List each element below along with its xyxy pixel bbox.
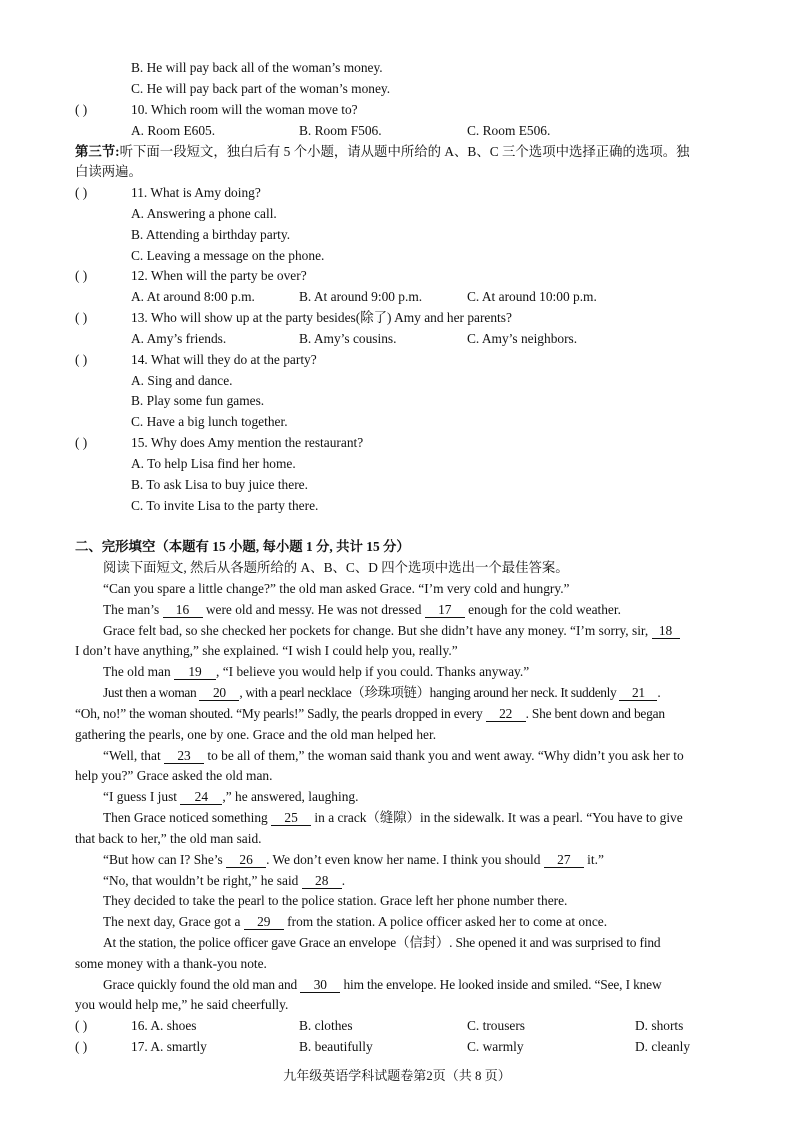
q16-option-d: D. shorts (635, 1018, 684, 1033)
cloze-para-6 (103, 748, 684, 764)
text: to be all of them,” the woman said thank you and went away. “Why didn’t you ask her to (204, 748, 684, 763)
q17-answer-paren[interactable]: ( ) (75, 1039, 88, 1054)
q16-option-a: 16. A. shoes (131, 1018, 197, 1033)
text: from the station. A police officer asked her to come at once. (283, 914, 608, 929)
q10-option-b: B. Room F506. (299, 123, 382, 138)
text: The old man (103, 664, 175, 679)
text: “But how can I? She’s (103, 852, 227, 867)
q17-option-b: B. beautifully (299, 1039, 373, 1054)
q14-stem: 14. What will they do at the party? (131, 352, 317, 367)
cloze-para-8-cont: that back to her,” the old man said. (75, 831, 262, 846)
text: “No, that wouldn’t be right,” he said (103, 873, 302, 888)
q13-stem: 13. Who will show up at the party besides(除了) Amy and her parents? (131, 310, 512, 325)
text: Then Grace noticed something (103, 810, 272, 825)
blank-19[interactable]: 19 (174, 665, 216, 680)
cloze-para-10 (103, 873, 345, 889)
q16-option-c: C. trousers (467, 1018, 526, 1033)
blank-25[interactable]: 25 (271, 811, 311, 826)
cloze-para-1: “Can you spare a little change?” the old man asked Grace. “I’m very cold and hungry.” (103, 581, 570, 596)
text: Just then a woman (103, 685, 200, 700)
blank-21[interactable]: 21 (619, 686, 657, 701)
blank-26[interactable]: 26 (226, 853, 266, 868)
q10-option-c: C. Room E506. (467, 123, 551, 138)
cloze-para-5 (103, 685, 660, 701)
cloze-para-5-line2 (75, 706, 665, 722)
text: ,” he answered, laughing. (222, 789, 359, 804)
cloze-para-2 (103, 602, 621, 618)
cloze-para-14-cont: you would help me,” he said cheerfully. (75, 997, 289, 1012)
q11-option-c: C. Leaving a message on the phone. (131, 248, 325, 263)
q14-option-c: C. Have a big lunch together. (131, 414, 288, 429)
q15-option-c: C. To invite Lisa to the party there. (131, 498, 319, 513)
text: in a crack（缝隙）in the sidewalk. It was a pearl. “You have to give (311, 810, 683, 825)
cloze-para-13: At the station, the police officer gave Grace an envelope（信封）. She opened it and was surprised to find (103, 935, 661, 950)
blank-17[interactable]: 17 (425, 603, 465, 618)
q14-answer-paren[interactable]: ( ) (75, 352, 88, 367)
q14-option-b: B. Play some fun games. (131, 393, 265, 408)
text: . She bent down and began (525, 706, 665, 721)
blank-18[interactable]: 18 (652, 624, 680, 639)
part2-heading: 二、完形填空（本题有 15 小题, 每小题 1 分, 共计 15 分） (75, 539, 410, 554)
cloze-para-14 (103, 977, 661, 993)
q10-answer-paren[interactable]: ( ) (75, 102, 88, 117)
text: enough for the cold weather. (464, 602, 621, 617)
q16-option-b: B. clothes (299, 1018, 353, 1033)
text: , with a pearl necklace（珍珠项链）hanging around her neck. It suddenly (239, 685, 620, 700)
text: The next day, Grace got a (103, 914, 244, 929)
blank-28[interactable]: 28 (302, 874, 342, 889)
q10-stem: 10. Which room will the woman move to? (131, 102, 358, 117)
cloze-para-9 (103, 852, 604, 868)
q9-option-b: B. He will pay back all of the woman’s money. (131, 60, 383, 75)
section3-instruction-text: 听下面一段短文，独白后有 5 个小题，请从题中所给的 A、B、C 三个选项中选择正确的选项。独 (119, 144, 690, 159)
part2-instruction: 阅读下面短文, 然后从各题所给的 A、B、C、D 四个选项中选出一个最佳答案。 (103, 560, 569, 575)
cloze-para-5-line3: gathering the pearls, one by one. Grace and the old man helped her. (75, 727, 437, 742)
text: . (341, 873, 346, 888)
q12-answer-paren[interactable]: ( ) (75, 268, 88, 283)
text: The man’s (103, 602, 163, 617)
blank-20[interactable]: 20 (199, 686, 239, 701)
q11-option-a: A. Answering a phone call. (131, 206, 277, 221)
q15-stem: 15. Why does Amy mention the restaurant? (131, 435, 364, 450)
q13-answer-paren[interactable]: ( ) (75, 310, 88, 325)
q15-option-b: B. To ask Lisa to buy juice there. (131, 477, 308, 492)
section3-instruction-cont: 白读两遍。 (75, 164, 142, 179)
cloze-para-6-cont: help you?” Grace asked the old man. (75, 768, 273, 783)
page-footer: 九年级英语学科试题卷第2页（共 8 页） (283, 1068, 511, 1083)
q12-option-b: B. At around 9:00 p.m. (299, 289, 423, 304)
text: , “I believe you would help if you could. Thanks anyway.” (216, 664, 530, 679)
text: . (657, 685, 661, 700)
q17-option-c: C. warmly (467, 1039, 524, 1054)
q12-option-c: C. At around 10:00 p.m. (467, 289, 597, 304)
text: . We don’t even know her name. I think you should (266, 852, 544, 867)
cloze-para-3 (103, 623, 680, 639)
cloze-para-12 (103, 914, 607, 930)
text: it.” (583, 852, 604, 867)
q13-option-a: A. Amy’s friends. (131, 331, 227, 346)
text: “Oh, no!” the woman shouted. “My pearls!” Sadly, the pearls dropped in every (75, 706, 486, 721)
text: were old and messy. He was not dressed (202, 602, 425, 617)
blank-23[interactable]: 23 (164, 749, 204, 764)
q12-option-a: A. At around 8:00 p.m. (131, 289, 255, 304)
text: “I guess I just (103, 789, 181, 804)
cloze-para-3-cont: I don’t have anything,” she explained. “I wish I could help you, really.” (75, 643, 458, 658)
q11-stem: 11. What is Amy doing? (131, 185, 261, 200)
q13-option-b: B. Amy’s cousins. (299, 331, 397, 346)
cloze-para-4 (103, 664, 529, 680)
q11-option-b: B. Attending a birthday party. (131, 227, 291, 242)
q11-answer-paren[interactable]: ( ) (75, 185, 88, 200)
text: “Well, that (103, 748, 165, 763)
blank-24[interactable]: 24 (180, 790, 222, 805)
section3-instruction (75, 144, 690, 160)
cloze-para-11: They decided to take the pearl to the police station. Grace left her phone number there. (103, 893, 568, 908)
text: him the envelope. He looked inside and smiled. “See, I knew (340, 977, 662, 992)
q12-stem: 12. When will the party be over? (131, 268, 307, 283)
section3-label: 第三节: (75, 144, 120, 159)
q16-answer-paren[interactable]: ( ) (75, 1018, 88, 1033)
text: Grace quickly found the old man and (103, 977, 301, 992)
cloze-para-13-cont: some money with a thank-you note. (75, 956, 267, 971)
cloze-para-7 (103, 789, 358, 805)
blank-16[interactable]: 16 (163, 603, 203, 618)
blank-30[interactable]: 30 (300, 978, 340, 993)
cloze-para-8 (103, 810, 683, 826)
q17-option-d: D. cleanly (635, 1039, 691, 1054)
q9-option-c: C. He will pay back part of the woman’s money. (131, 81, 391, 96)
blank-29[interactable]: 29 (244, 915, 284, 930)
q13-option-c: C. Amy’s neighbors. (467, 331, 578, 346)
q14-option-a: A. Sing and dance. (131, 373, 233, 388)
blank-27[interactable]: 27 (544, 853, 584, 868)
q15-answer-paren[interactable]: ( ) (75, 435, 88, 450)
q10-option-a: A. Room E605. (131, 123, 216, 138)
blank-22[interactable]: 22 (486, 707, 526, 722)
q17-option-a: 17. A. smartly (131, 1039, 207, 1054)
text: Grace felt bad, so she checked her pockets for change. But she didn’t have any money. “I’m sorry, sir, (103, 623, 652, 638)
q15-option-a: A. To help Lisa find her home. (131, 456, 296, 471)
